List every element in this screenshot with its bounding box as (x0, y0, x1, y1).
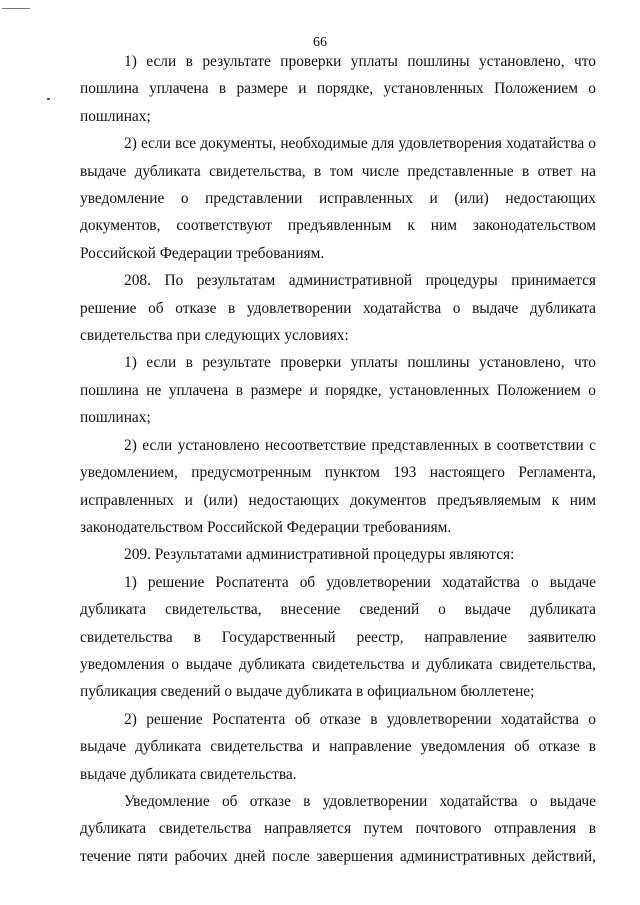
paragraph-6: 209. Результатами административной процедуры являются: (124, 546, 515, 564)
paragraph-5: 2) если установлено несоответствие представленных в соответствии с уведомлением, предусмотренным пунктом 193 настоящего Регламента, исправленных и (или) недостающих документов предъявляемым к ним законодательством Российской Федерации требованиям. (80, 436, 596, 536)
paragraph-3: 208. По результатам административной процедуры принимается решение об отказе в удовлетворении ходатайства о выдаче дубликата свидетельства при следующих условиях: (80, 272, 596, 345)
page-number: 66 (313, 35, 327, 50)
paragraph-7: 1) решение Роспатента об удовлетворении ходатайства о выдаче дубликата свидетельства, внесение сведений о выдаче дубликата свидетельства в Государственный реестр, направление заявителю уведомления о выдаче дубликата свидетельства и дубликата свидетельства, публикация сведений о выдаче дубликата в официальном бюллетене; (80, 573, 596, 701)
paragraph-1: 1) если в результате проверки уплаты пошлины установлено, что пошлина уплачена в размере и порядке, установленных Положением о пошлинах; (80, 53, 596, 125)
scan-artifact-line (2, 8, 30, 9)
paragraph-9: Уведомление об отказе в удовлетворении ходатайства о выдаче дубликата свидетельства направляется путем почтового отправления в течение пяти рабочих дней после завершения административных действий, (80, 792, 596, 865)
scan-artifact-dot (47, 98, 50, 100)
document-body (80, 48, 596, 870)
paragraph-4: 1) если в результате проверки уплаты пошлины установлено, что пошлина не уплачена в размере и порядке, установленных Положением о пошлинах; (80, 354, 596, 427)
paragraph-2: 2) если все документы, необходимые для удовлетворения ходатайства о выдаче дубликата свидетельства, в том числе представленные в ответ на уведомление о представлении исправленных и (или) недостающих документов, соответствуют предъявленным к ним законодательством Российской Федерации требованиям. (80, 135, 596, 262)
paragraph-8: 2) решение Роспатента об отказе в удовлетворении ходатайства о выдаче дубликата свидетельства и направление уведомления об отказе в выдаче дубликата свидетельства. (80, 710, 596, 783)
